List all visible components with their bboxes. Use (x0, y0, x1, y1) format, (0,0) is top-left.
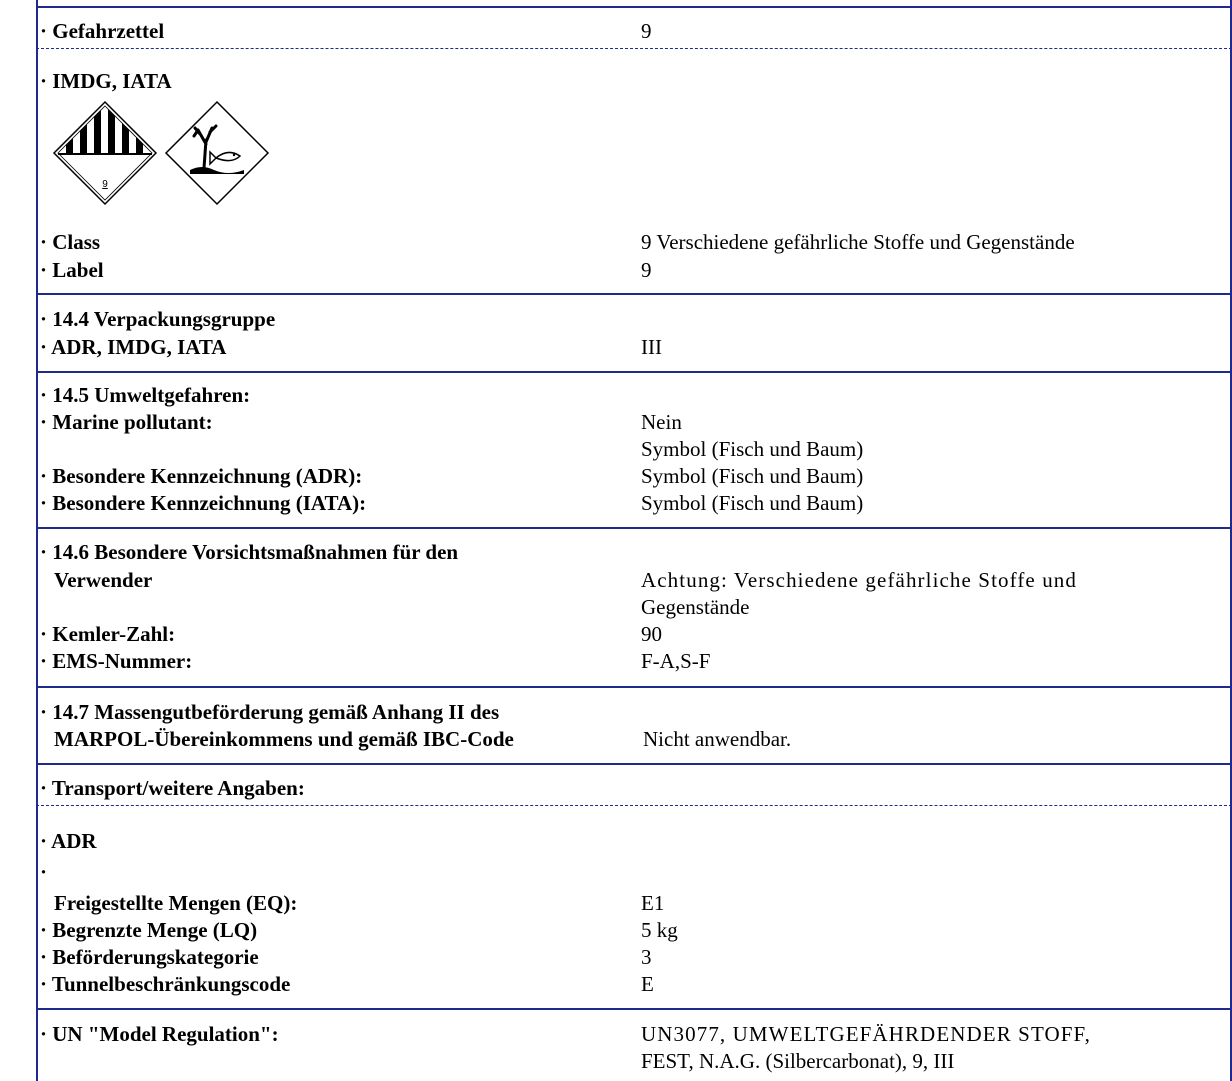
imdg-iata-heading: · IMDG, IATA (40, 69, 172, 93)
ems-label: · EMS-Nummer: (40, 649, 193, 673)
un-model-label: · UN "Model Regulation": (40, 1022, 279, 1046)
adr-heading: · ADR (40, 829, 97, 853)
gefahrzettel-label: · Gefahrzettel (40, 19, 165, 43)
dashed-divider (36, 48, 1232, 49)
packing-group-heading: · 14.4 Verpackungsgruppe (40, 307, 276, 331)
environmental-hazard-fish-tree-icon (166, 102, 268, 204)
divider (36, 6, 1232, 8)
category-value: 3 (641, 945, 652, 969)
tunnel-value: E (641, 972, 654, 996)
adr-bullet: · (40, 860, 48, 884)
dashed-divider (36, 805, 1232, 806)
marine-pollutant-label: · Marine pollutant: (40, 410, 213, 434)
kemler-value: 90 (641, 622, 662, 646)
divider (36, 1008, 1232, 1010)
label-value: 9 (641, 258, 652, 282)
packing-group-label: · ADR, IMDG, IATA (40, 335, 227, 359)
eq-label: Freigestellte Mengen (EQ): (54, 891, 298, 915)
left-border (36, 0, 38, 1081)
diamond-number: 9 (102, 179, 108, 190)
un-model-value-cont: FEST, N.A.G. (Silbercarbonat), 9, III (641, 1049, 955, 1073)
precautions-heading-cont: Verwender (54, 568, 153, 592)
marine-pollutant-value: Nein (641, 410, 682, 434)
divider (36, 686, 1232, 688)
divider (36, 763, 1232, 765)
divider (36, 371, 1232, 373)
environmental-heading: · 14.5 Umweltgefahren: (40, 383, 251, 407)
divider (36, 527, 1232, 529)
lq-value: 5 kg (641, 918, 678, 942)
precautions-heading: · 14.6 Besondere Vorsichtsmaßnahmen für den (40, 540, 459, 564)
un-model-value: UN3077, UMWELTGEFÄHRDENDER STOFF, (641, 1022, 1091, 1046)
class-value: 9 Verschiedene gefährliche Stoffe und Gegenstände (641, 230, 1075, 254)
bulk-value: Nicht anwendbar. (643, 727, 792, 751)
marine-pollutant-symbol: Symbol (Fisch und Baum) (641, 437, 864, 461)
transport-further-label: · Transport/weitere Angaben: (40, 776, 305, 800)
packing-group-value: III (641, 335, 662, 359)
eq-value: E1 (641, 891, 665, 915)
lq-label: · Begrenzte Menge (LQ) (40, 918, 258, 942)
iata-marking-value: Symbol (Fisch und Baum) (641, 491, 864, 515)
iata-marking-label: · Besondere Kennzeichnung (IATA): (40, 491, 367, 515)
precautions-value-cont: Gegenstände (641, 595, 750, 619)
category-label: · Beförderungskategorie (40, 945, 259, 969)
hazard-pictograms (52, 100, 272, 218)
bulk-heading: · 14.7 Massengutbeförderung gemäß Anhang II des (40, 700, 500, 724)
ems-value: F-A,S-F (641, 649, 711, 673)
divider (36, 293, 1232, 295)
adr-marking-value: Symbol (Fisch und Baum) (641, 464, 864, 488)
adr-marking-label: · Besondere Kennzeichnung (ADR): (40, 464, 363, 488)
label-label: · Label (40, 258, 104, 282)
class-9-hazard-diamond-icon (54, 100, 156, 204)
bulk-heading-cont: MARPOL-Übereinkommens und gemäß IBC-Code (54, 727, 514, 751)
gefahrzettel-value: 9 (641, 19, 652, 43)
kemler-label: · Kemler-Zahl: (40, 622, 176, 646)
class-label: · Class (40, 230, 101, 254)
tunnel-label: · Tunnelbeschränkungscode (40, 972, 291, 996)
precautions-value: Achtung: Verschiedene gefährliche Stoffe und (641, 568, 1077, 592)
